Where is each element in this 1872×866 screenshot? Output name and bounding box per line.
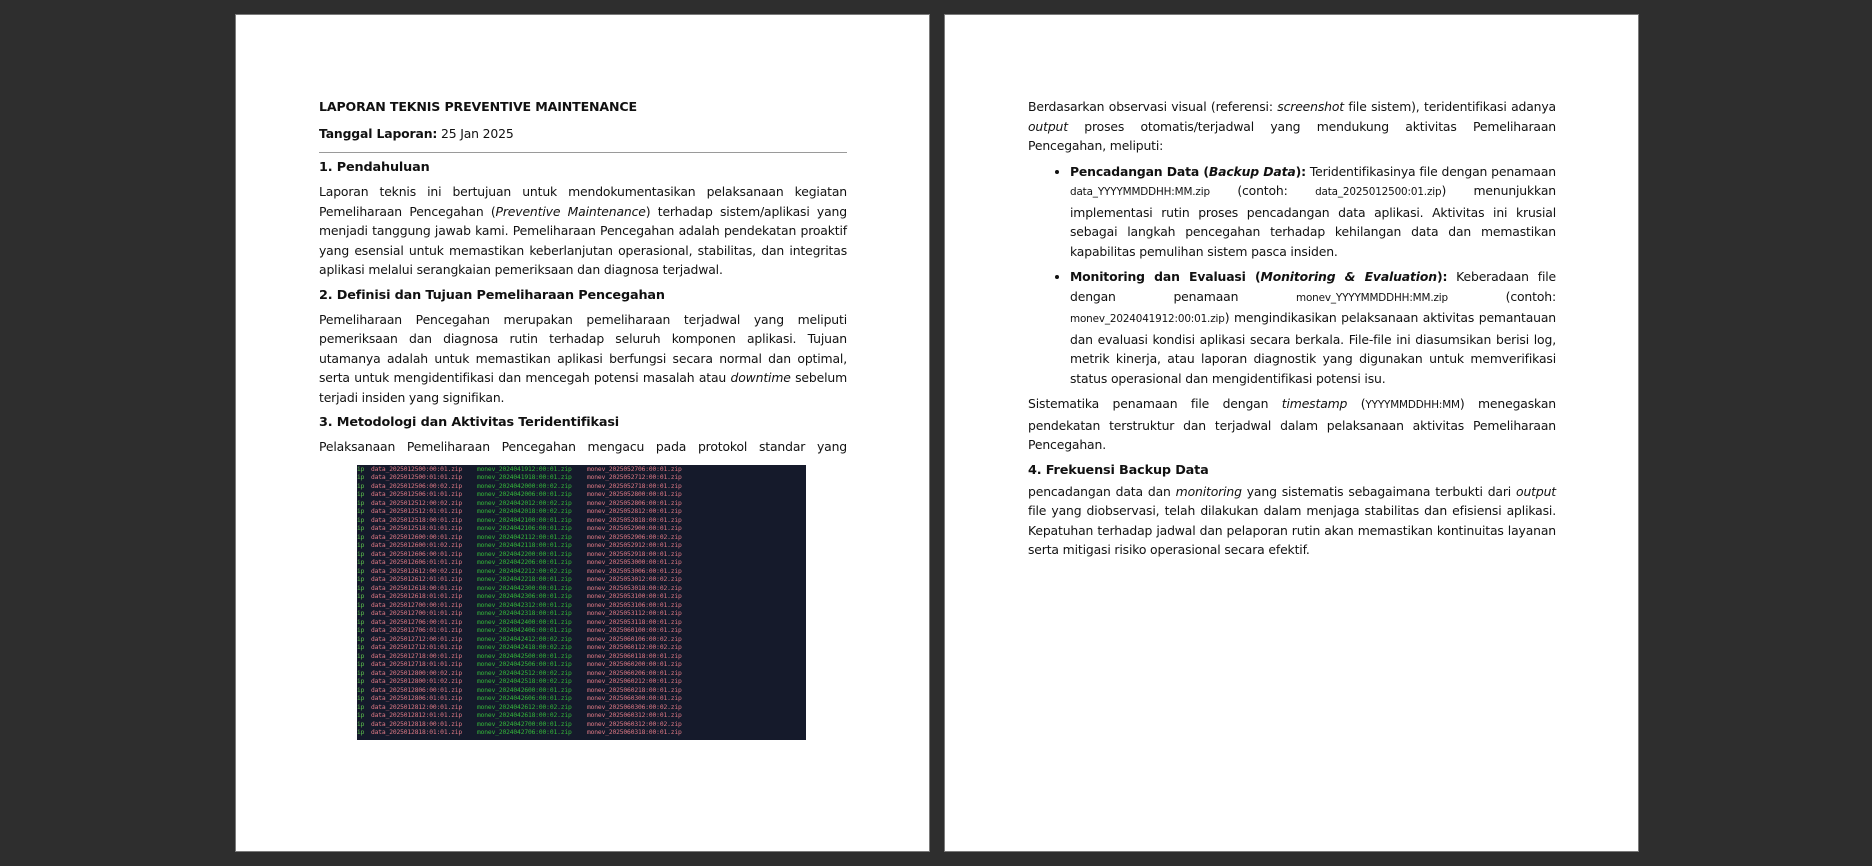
filename-prefix: ip [357, 610, 365, 617]
section-1-paragraph [319, 182, 847, 280]
monev-filename: monev_2025060112:00:02.zip [587, 644, 682, 651]
italic-run: timestamp [1281, 396, 1348, 411]
timestamp-format: YYYYMMDDHH:MM [1365, 399, 1460, 411]
text-run: file sistem), teridentifikasi adanya [1344, 99, 1556, 114]
monev-filename: monev_2025052718:00:01.zip [587, 482, 682, 490]
terminal-row [357, 508, 806, 517]
terminal-row [357, 534, 806, 543]
document-page-right [945, 15, 1638, 851]
monev-filename: monev_2025052912:00:01.zip [587, 542, 682, 549]
backup-filename: data_2025012706:01:01.zip [371, 627, 463, 634]
terminal-row [357, 695, 806, 704]
terminal-row [357, 653, 806, 662]
monev-filename: monev_2025060318:00:01.zip [587, 729, 682, 736]
filename-example: monev_2024041912:00:01.zip [1070, 313, 1225, 325]
section-1-heading: 1. Pendahuluan [319, 160, 430, 175]
monev-filename: monev_2024042500:00:01.zip [477, 652, 572, 660]
monev-filename: monev_2024042006:00:01.zip [477, 491, 572, 498]
section-3-body [319, 437, 847, 740]
terminal-row [357, 585, 806, 594]
monev-filename: monev_2025060312:00:01.zip [587, 712, 682, 719]
terminal-row [357, 491, 806, 500]
filename-prefix: ip [357, 516, 365, 524]
bold-italic-run: Monitoring & Evaluation [1260, 269, 1437, 284]
monev-filename: monev_2024042106:00:01.zip [477, 525, 572, 532]
backup-filename: data_2025012512:00:02.zip [371, 499, 463, 507]
monev-filename: monev_2024041912:00:01.zip [477, 465, 572, 473]
monev-filename: monev_2024042000:00:02.zip [477, 482, 572, 490]
backup-filename: data_2025012712:01:01.zip [371, 644, 463, 651]
backup-filename: data_2025012812:01:01.zip [371, 712, 463, 719]
monev-filename: monev_2025053018:00:02.zip [587, 584, 682, 592]
monev-filename: monev_2025060312:00:02.zip [587, 720, 682, 728]
backup-filename: data_2025012518:00:01.zip [371, 516, 463, 524]
terminal-row [357, 593, 806, 602]
filename-prefix: ip [357, 661, 365, 668]
section-4-paragraph [1028, 482, 1556, 560]
filename-prefix: ip [357, 686, 365, 694]
filename-prefix: ip [357, 576, 365, 583]
text-run: ) mengindikasikan pelaksanaan aktivitas pemantauan dan evaluasi kondisi aplikasi secara berkala. File-file ini diasumsikan berisi log, metrik kinerja, atau laporan diagnostik yang digunakan untuk memverifikasi status operasional dan mengidentifikasi potensi isu. [1070, 310, 1556, 386]
monev-filename: monev_2025052812:00:01.zip [587, 508, 682, 515]
backup-filename: data_2025012706:00:01.zip [371, 618, 463, 626]
monev-filename: monev_2025052818:00:01.zip [587, 516, 682, 524]
backup-filename: data_2025012718:00:01.zip [371, 652, 463, 660]
monev-filename: monev_2024042306:00:01.zip [477, 593, 572, 600]
filename-prefix: ip [357, 474, 365, 481]
text-run: ( [1347, 396, 1366, 411]
monev-filename: monev_2024042606:00:01.zip [477, 695, 572, 702]
monev-filename: monev_2025052900:00:01.zip [587, 525, 682, 532]
monev-filename: monev_2024041918:00:01.zip [477, 474, 572, 481]
backup-filename: data_2025012612:01:01.zip [371, 576, 463, 583]
page-left-content [319, 97, 847, 740]
filename-prefix: ip [357, 491, 365, 498]
backup-filename: data_2025012806:01:01.zip [371, 695, 463, 702]
filename-prefix: ip [357, 729, 365, 736]
terminal-row [357, 525, 806, 534]
terminal-row [357, 542, 806, 551]
filename-prefix: ip [357, 559, 365, 566]
text-run: (contoh: [1209, 183, 1316, 198]
report-date-value: 25 Jan 2025 [440, 125, 514, 141]
monev-filename: monev_2024042412:00:02.zip [477, 635, 572, 643]
text-run: file yang diobservasi, telah dilakukan dalam menjaga stabilitas dan efisiensi aplikasi. Kepatuhan terhadap jadwal dan pelaporan rutin akan memastikan kontinuitas layanan serta mitigasi risiko operasional secara efektif. [1028, 503, 1556, 557]
terminal-row [357, 483, 806, 492]
filename-prefix: ip [357, 644, 365, 651]
terminal-row [357, 678, 806, 687]
section-4-heading: 4. Frekuensi Backup Data [1028, 462, 1209, 478]
filename-prefix: ip [357, 618, 365, 626]
terminal-row [357, 721, 806, 730]
italic-run: downtime [730, 370, 791, 385]
filename-prefix: ip [357, 678, 365, 685]
filename-prefix: ip [357, 669, 365, 677]
text-run: Pelaksanaan Pemeliharaan Pencegahan mengacu pada protokol standar yang [319, 439, 847, 454]
monev-filename: monev_2025053000:00:01.zip [587, 559, 682, 566]
monev-filename: monev_2025052806:00:01.zip [587, 499, 682, 507]
monev-filename: monev_2025053100:00:01.zip [587, 593, 682, 600]
monev-filename: monev_2024042312:00:01.zip [477, 601, 572, 609]
text-run: Keberadaan file dengan penamaan [1070, 269, 1557, 304]
filename-prefix: ip [357, 601, 365, 609]
text-run: ) terhadap sistem/aplikasi yang menjadi tanggung jawab kami. Pemeliharaan Pencegahan adalah pendekatan proaktif yang esensial untuk memastikan keberlanjutan operasional, stabilitas, dan integritas aplikasi melalui serangkaian pemeriksaan dan diagnosa terjadwal. [319, 203, 847, 277]
monev-filename: monev_2024042612:00:02.zip [477, 703, 572, 711]
text-run: Berdasarkan observasi visual (referensi: [1028, 99, 1278, 114]
monev-filename: monev_2025052706:00:01.zip [587, 465, 682, 473]
backup-filename: data_2025012500:01:01.zip [371, 474, 463, 481]
monev-filename: monev_2025052712:00:01.zip [587, 474, 682, 481]
backup-filename: data_2025012606:00:01.zip [371, 550, 463, 558]
list-item-backup [1070, 162, 1556, 262]
text-run: ) menegaskan pendekatan terstruktur dan terjadwal dalam pelaksanaan aktivitas Pemeliharaan Pencegahan. [1028, 396, 1556, 452]
monev-filename: monev_2025060206:00:01.zip [587, 669, 682, 677]
terminal-row [357, 551, 806, 560]
filename-prefix: ip [357, 550, 365, 558]
monev-filename: monev_2024042318:00:01.zip [477, 610, 572, 617]
terminal-row [357, 576, 806, 585]
report-title: LAPORAN TEKNIS PREVENTIVE MAINTENANCE [319, 99, 637, 114]
terminal-row [357, 559, 806, 568]
monev-filename: monev_2024042400:00:01.zip [477, 618, 572, 626]
naming-systematics-paragraph [1028, 394, 1556, 455]
list-item-monitoring [1070, 267, 1556, 388]
text-run: sebelum terjadi insiden yang signifikan. [319, 370, 847, 405]
monev-filename: monev_2025060212:00:01.zip [587, 678, 682, 685]
filename-pattern: monev_YYYYMMDDHH:MM.zip [1295, 291, 1448, 304]
monev-filename: monev_2024042706:00:01.zip [477, 729, 572, 736]
section-3-heading: 3. Metodologi dan Aktivitas Teridentifikasi [319, 415, 620, 430]
text-run: Pemeliharaan Pencegahan merupakan pemeliharaan terjadwal yang meliputi pemeriksaan dan diagnosa rutin terhadap seluruh komponen aplikasi. Tujuan utamanya adalah untuk memastikan aplikasi berfungsi secara normal dan optimal, serta untuk mengidentifikasi dan mencegah potensi masalah atau [319, 311, 847, 385]
monev-filename: monev_2025052918:00:01.zip [587, 550, 682, 558]
monev-filename: monev_2024042218:00:01.zip [477, 576, 572, 583]
backup-filename: data_2025012506:00:02.zip [371, 482, 463, 490]
text-run: proses otomatis/terjadwal yang mendukung aktivitas Pemeliharaan Pencegahan, meliputi: [1028, 118, 1556, 153]
filename-prefix: ip [357, 567, 365, 575]
filename-prefix: ip [357, 465, 365, 473]
terminal-row [357, 687, 806, 696]
text-run: pencadangan data dan [1028, 483, 1176, 499]
monev-filename: monev_2025060106:00:02.zip [587, 635, 682, 643]
monev-filename: monev_2024042518:00:02.zip [477, 678, 572, 685]
terminal-row [357, 517, 806, 526]
monev-filename: monev_2025053112:00:01.zip [587, 610, 682, 617]
document-page-left [236, 15, 929, 851]
backup-filename: data_2025012812:00:01.zip [371, 703, 463, 711]
monev-filename: monev_2024042300:00:01.zip [477, 584, 572, 592]
bold-run: ): [1295, 163, 1306, 179]
monev-filename: monev_2024042100:00:01.zip [477, 516, 572, 524]
terminal-row [357, 500, 806, 509]
terminal-row [357, 627, 806, 636]
terminal-row [357, 619, 806, 628]
monev-filename: monev_2025060306:00:02.zip [587, 703, 682, 711]
monev-filename: monev_2025053118:00:01.zip [587, 618, 682, 626]
monev-filename: monev_2025060118:00:01.zip [587, 652, 682, 660]
monev-filename: monev_2024042406:00:01.zip [477, 627, 572, 634]
terminal-row [357, 670, 806, 679]
monev-filename: monev_2025060100:00:01.zip [587, 627, 682, 634]
monev-filename: monev_2024042618:00:02.zip [477, 712, 572, 719]
bold-italic-wrapper [1209, 164, 1296, 179]
text-run: Laporan teknis ini bertujuan untuk mendokumentasikan pelaksanaan kegiatan Pemeliharaan Pencegahan ( [319, 184, 847, 219]
monev-filename: monev_2024042112:00:01.zip [477, 533, 572, 541]
terminal-row [357, 602, 806, 611]
monev-filename: monev_2025060300:00:01.zip [587, 695, 682, 702]
terminal-row [357, 636, 806, 645]
monev-filename: monev_2025053012:00:02.zip [587, 576, 682, 583]
filename-prefix: ip [357, 695, 365, 702]
backup-filename: data_2025012506:01:01.zip [371, 491, 463, 498]
monev-filename: monev_2025053106:00:01.zip [587, 601, 682, 609]
backup-filename: data_2025012700:00:01.zip [371, 601, 463, 609]
bold-run: Pencadangan Data ( [1070, 163, 1209, 179]
monev-filename: monev_2024042012:00:02.zip [477, 499, 572, 507]
terminal-row [357, 466, 806, 475]
monev-filename: monev_2025053006:00:01.zip [587, 567, 682, 575]
backup-filename: data_2025012818:00:01.zip [371, 720, 463, 728]
text-run: yang sistematis sebagaimana terbukti dari [1241, 483, 1517, 499]
backup-filename: data_2025012606:01:01.zip [371, 559, 463, 566]
terminal-row [357, 704, 806, 713]
backup-filename: data_2025012600:01:02.zip [371, 542, 463, 549]
report-date-label: Tanggal Laporan: [319, 125, 438, 141]
backup-filename: data_2025012612:00:02.zip [371, 567, 463, 575]
monev-filename: monev_2024042206:00:01.zip [477, 559, 572, 566]
monev-filename: monev_2025052906:00:02.zip [587, 533, 682, 541]
backup-filename: data_2025012512:01:01.zip [371, 508, 463, 515]
backup-filename: data_2025012800:00:02.zip [371, 669, 463, 677]
backup-filename: data_2025012518:01:01.zip [371, 525, 463, 532]
backup-filename: data_2025012700:01:01.zip [371, 610, 463, 617]
section-2-paragraph [319, 310, 847, 408]
backup-filename: data_2025012818:01:01.zip [371, 729, 463, 736]
backup-filename: data_2025012712:00:01.zip [371, 635, 463, 643]
monev-filename: monev_2024042418:00:02.zip [477, 644, 572, 651]
bold-italic-run: Backup Data [1208, 163, 1296, 179]
monev-filename: monev_2025060218:00:01.zip [587, 686, 682, 694]
section-2-heading: 2. Definisi dan Tujuan Pemeliharaan Pencegahan [319, 287, 665, 303]
bold-run: ): [1436, 269, 1448, 284]
terminal-row [357, 712, 806, 721]
backup-filename: data_2025012618:01:01.zip [371, 593, 463, 600]
text-run: (contoh: [1447, 288, 1556, 304]
filename-prefix: ip [357, 593, 365, 600]
activity-list [1028, 162, 1556, 389]
text-run: ) menunjukkan implementasi rutin proses pencadangan data aplikasi. Aktivitas ini krusial sebagai langkah pencegahan terhadap kehilangan data dan memastikan kapabilitas pemulihan sistem pasca insiden. [1070, 183, 1556, 259]
italic-run: screenshot [1277, 99, 1345, 114]
terminal-row [357, 610, 806, 619]
backup-filename: data_2025012500:00:01.zip [371, 465, 463, 473]
italic-run: monitoring [1175, 483, 1242, 499]
terminal-row [357, 729, 806, 738]
filename-prefix: ip [357, 584, 365, 592]
terminal-row [357, 474, 806, 483]
filename-prefix: ip [357, 482, 365, 490]
section-3-paragraph [319, 437, 847, 457]
backup-filename: data_2025012718:01:01.zip [371, 661, 463, 668]
filename-prefix: ip [357, 499, 365, 507]
filename-prefix: ip [357, 525, 365, 532]
report-date [319, 124, 847, 144]
monev-filename: monev_2024042200:00:01.zip [477, 550, 572, 558]
monev-filename: monev_2024042506:00:01.zip [477, 661, 572, 668]
horizontal-divider [319, 152, 847, 153]
monev-filename: monev_2024042212:00:02.zip [477, 567, 572, 575]
filename-example: data_2025012500:01.zip [1315, 186, 1442, 198]
filename-prefix: ip [357, 635, 365, 643]
terminal-row [357, 568, 806, 577]
backup-filename: data_2025012806:00:01.zip [371, 686, 463, 694]
terminal-row [357, 661, 806, 670]
backup-filename: data_2025012600:00:01.zip [371, 533, 463, 541]
filename-pattern: data_YYYYMMDDHH:MM.zip [1070, 186, 1210, 198]
monev-filename: monev_2024042700:00:01.zip [477, 720, 572, 728]
monev-filename: monev_2024042118:00:01.zip [477, 542, 572, 549]
filename-prefix: ip [357, 720, 365, 728]
italic-run: output [1516, 483, 1556, 499]
filename-prefix: ip [357, 652, 365, 660]
text-run: Teridentifikasinya file dengan penamaan [1305, 163, 1556, 179]
monev-filename: monev_2025052800:00:01.zip [587, 491, 682, 498]
monev-filename: monev_2025060200:00:01.zip [587, 661, 682, 668]
filename-prefix: ip [357, 508, 365, 515]
bold-italic-wrapper [1261, 269, 1437, 284]
bold-run: Monitoring dan Evaluasi ( [1070, 269, 1261, 284]
monev-filename: monev_2024042512:00:02.zip [477, 669, 572, 677]
file-listing-screenshot [357, 465, 806, 740]
filename-prefix: ip [357, 533, 365, 541]
italic-run: output [1028, 118, 1068, 134]
page-right-content [1028, 97, 1556, 566]
observation-intro [1028, 97, 1556, 156]
terminal-row [357, 644, 806, 653]
italic-run: Preventive Maintenance [495, 203, 646, 219]
filename-prefix: ip [357, 542, 365, 549]
filename-prefix: ip [357, 627, 365, 634]
filename-prefix: ip [357, 712, 365, 719]
backup-filename: data_2025012618:00:01.zip [371, 584, 463, 592]
filename-prefix: ip [357, 703, 365, 711]
text-run: Sistematika penamaan file dengan [1028, 396, 1282, 411]
monev-filename: monev_2024042018:00:02.zip [477, 508, 572, 515]
backup-filename: data_2025012800:01:02.zip [371, 678, 463, 685]
monev-filename: monev_2024042600:00:01.zip [477, 686, 572, 694]
